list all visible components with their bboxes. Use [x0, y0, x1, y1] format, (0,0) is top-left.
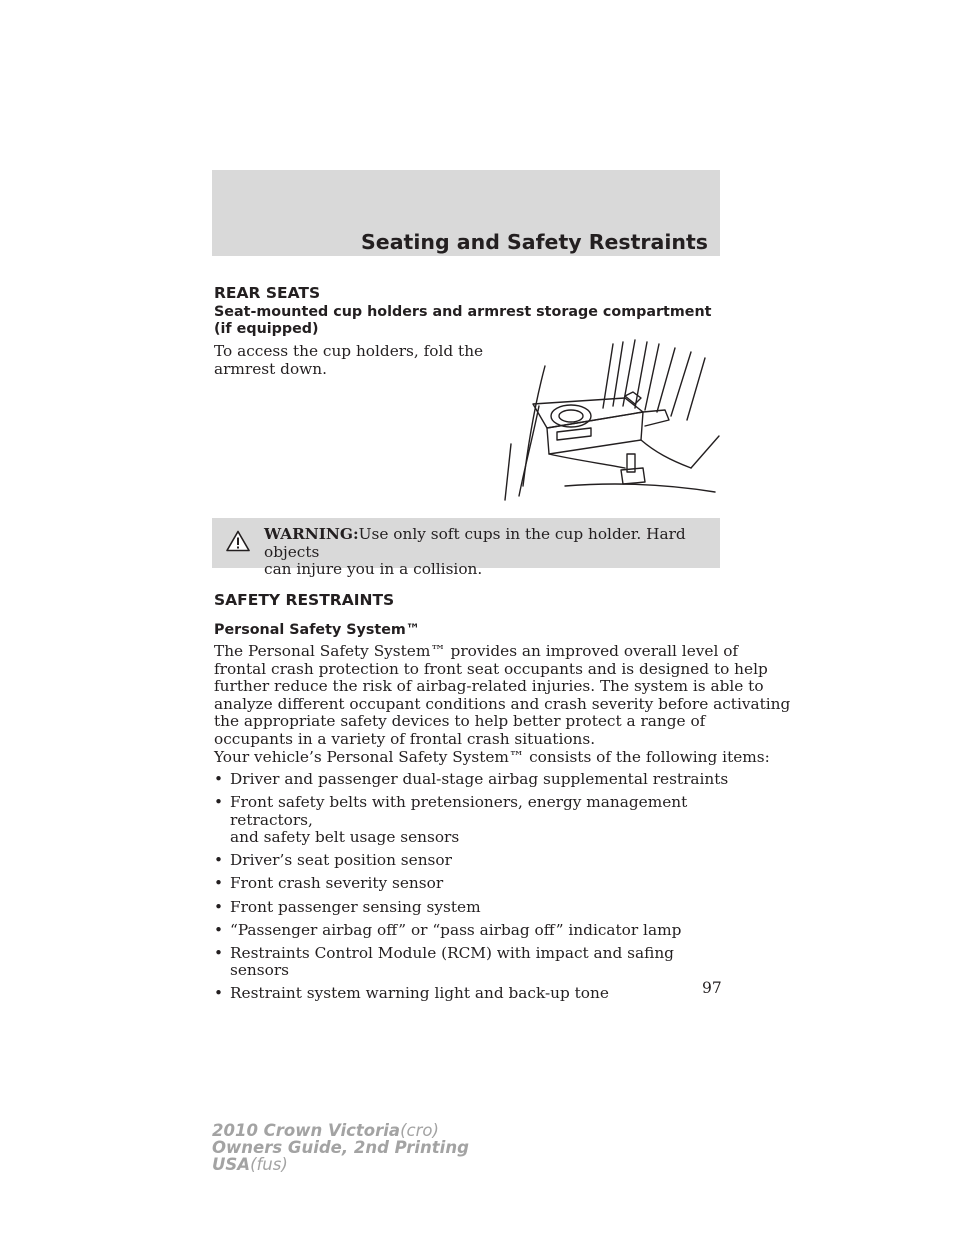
list-item: • Front passenger sensing system	[214, 897, 481, 916]
section-header-band	[212, 170, 720, 256]
pss-paragraph-line: frontal crash protection to front seat occupants and is designed to help	[214, 659, 768, 678]
cup-holder-body-line-1: To access the cup holders, fold the	[214, 342, 484, 360]
rear-seats-heading: REAR SEATS	[214, 284, 321, 302]
cup-holder-subheading-line-1: Seat-mounted cup holders and armrest storage compartment	[214, 304, 712, 320]
section-title: Seating and Safety Restraints	[361, 230, 708, 254]
pss-items-list	[214, 771, 734, 1009]
footer-model: 2010 Crown Victoria	[212, 1121, 401, 1140]
rear-armrest-cup-holder-illustration	[495, 336, 720, 504]
list-item: • “Passenger airbag off” or “pass airbag off” indicator lamp	[214, 920, 682, 939]
bullet-icon: •	[214, 874, 224, 893]
list-item: • Restraint system warning light and back-up tone	[214, 984, 609, 1003]
warning-line-1: Use only soft cups in the cup holder. Hard objects	[264, 525, 686, 561]
cup-holder-subheading-line-2: (if equipped)	[214, 321, 319, 337]
list-item: • Restraints Control Module (RCM) with impact and safing sensors	[214, 943, 674, 980]
bullet-icon: •	[214, 943, 224, 962]
footer-guide: Owners Guide, 2nd Printing	[212, 1138, 469, 1157]
bullet-icon: •	[214, 897, 224, 916]
bullet-icon: •	[214, 793, 224, 812]
list-item: • Driver and passenger dual-stage airbag supplemental restraints	[214, 770, 729, 788]
list-item: • Driver’s seat position sensor	[214, 851, 452, 870]
pss-items-intro: Your vehicle’s Personal Safety System™ consists of the following items:	[214, 748, 770, 766]
bullet-icon: •	[214, 984, 224, 1003]
bullet-icon: •	[214, 920, 224, 939]
page-number: 97	[702, 979, 722, 997]
warning-box	[212, 518, 720, 579]
warning-text	[264, 526, 704, 579]
pss-paragraph	[214, 643, 790, 749]
footer-model-code: (cro)	[400, 1121, 439, 1140]
pss-paragraph-line: The Personal Safety System™ provides an improved overall level of	[214, 642, 739, 660]
list-item: • Front crash severity sensor	[214, 874, 444, 893]
warning-label: WARNING:	[264, 525, 359, 543]
list-item: • Front safety belts with pretensioners, energy management retractors, and safety belt usage sensors	[214, 793, 688, 847]
document-footer	[212, 1122, 469, 1173]
pss-paragraph-line: analyze different occupant conditions and crash severity before activating	[214, 694, 791, 713]
pss-paragraph-line: occupants in a variety of frontal crash situations.	[214, 729, 596, 748]
warning-line-2: can injure you in a collision.	[264, 560, 483, 579]
cup-holder-body-line-2: armrest down.	[214, 360, 327, 378]
warning-triangle-icon	[226, 530, 250, 552]
bullet-icon: •	[214, 770, 224, 788]
personal-safety-system-subheading: Personal Safety System™	[214, 622, 421, 638]
pss-paragraph-line: further reduce the risk of airbag-related injuries. The system is able to	[214, 677, 764, 696]
pss-paragraph-line: the appropriate safety devices to help better protect a range of	[214, 712, 706, 731]
footer-market: USA	[212, 1155, 251, 1174]
safety-restraints-heading: SAFETY RESTRAINTS	[214, 591, 395, 609]
bullet-icon: •	[214, 851, 224, 870]
footer-market-code: (fus)	[250, 1155, 288, 1174]
